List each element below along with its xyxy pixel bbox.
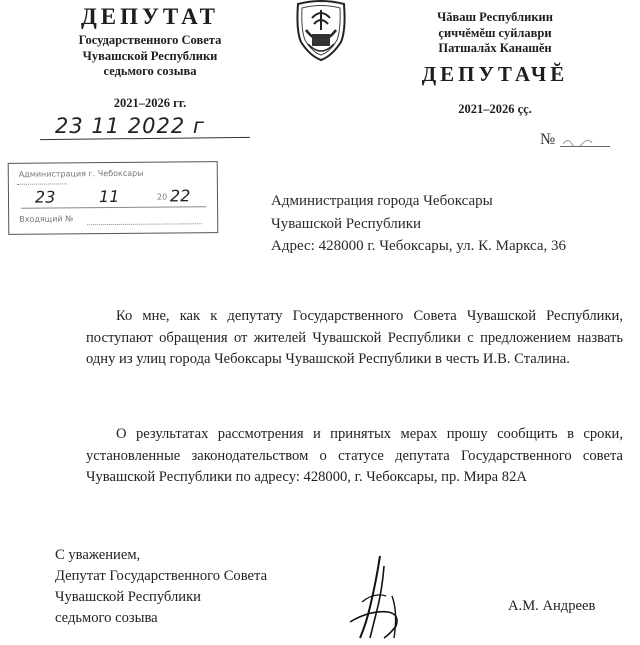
letterhead-right-years: 2021–2026 çç. <box>458 102 532 116</box>
letterhead-right-line: Чăваш Республикин <box>437 10 553 24</box>
body-paragraph-2: О результатах рассмотрения и принятых мерах прошу сообщить в сроки, установленные законодательством о статусе депутата Государственного совета Чувашской Республики по адресу: 428000, г. Чебоксары, пр. Мира 82А <box>86 426 623 485</box>
letterhead-right-line: çиччĕмĕш суйлаври <box>438 25 552 40</box>
letterhead-right-line: Патшалăх Канашĕн <box>438 41 552 55</box>
addressee-line: Адрес: 428000 г. Чебоксары, ул. К. Маркса, 36 <box>271 238 567 254</box>
stamp-org: Администрация г. Чебоксары <box>18 168 144 179</box>
closing-line: Чувашской Республики <box>55 589 201 605</box>
stamp-year-suffix: 22 <box>169 186 191 206</box>
stamp-in-line <box>87 223 202 225</box>
body-paragraph-1: Ко мне, как к депутату Государственного Совета Чувашской Республики, поступают обращения от жителей Чувашской Республики с предложением назвать одну из улиц города Чебоксары Чувашской Республики в честь И.В. Сталина. <box>86 308 623 367</box>
closing-block <box>55 545 375 629</box>
closing-line: Депутат Государственного Совета <box>55 568 268 584</box>
handwritten-signature <box>340 552 420 640</box>
signer-name: А.М. Андреев <box>508 598 596 614</box>
letterhead-left-title: ДЕПУТАТ <box>80 4 220 29</box>
letterhead-left-line: Чувашской Республики <box>82 48 218 63</box>
stamp-year-prefix: 20 <box>156 192 168 202</box>
letterhead-left-lines <box>40 33 260 80</box>
stamp-day: 23 <box>34 187 56 207</box>
stamp-line-decor <box>17 183 67 184</box>
registration-stamp <box>8 161 219 235</box>
stamp-in-label: Входящий № <box>19 214 74 224</box>
letterhead-right-lines <box>395 10 595 57</box>
letterhead-left-line: Государственного Совета <box>78 33 222 47</box>
outgoing-number-label: № <box>540 131 556 148</box>
letterhead-left-years: 2021–2026 гг. <box>113 96 187 110</box>
stamp-month: 11 <box>98 186 120 207</box>
letterhead-right-title: ДЕПУТАЧĔ <box>421 62 569 86</box>
outgoing-number-value <box>562 133 598 143</box>
closing-line: С уважением, <box>55 547 141 563</box>
stamp-date-line <box>21 206 206 209</box>
closing-line: седьмого созыва <box>55 610 158 626</box>
outgoing-number-line <box>560 146 610 147</box>
addressee-line: Администрация города Чебоксары <box>271 193 493 209</box>
outgoing-date: 23 11 2022 г <box>55 114 205 138</box>
letterhead-left-line: седьмого созыва <box>103 64 197 78</box>
addressee-line: Чувашской Республики <box>271 215 422 232</box>
addressee-block <box>271 190 631 258</box>
chuvash-emblem-icon <box>292 0 350 62</box>
